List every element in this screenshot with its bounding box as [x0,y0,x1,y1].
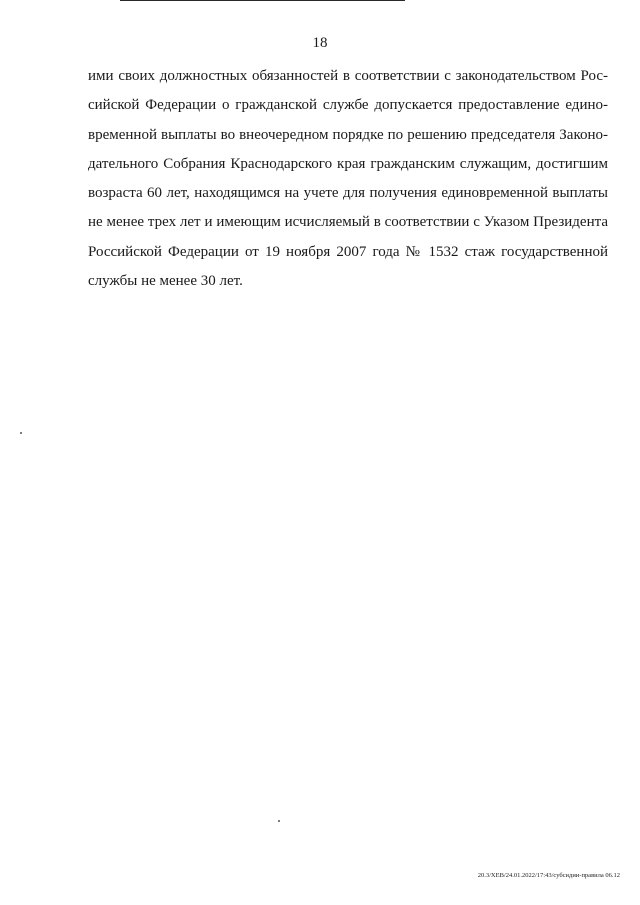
paragraph-line: не менее трех лет и имеющим исчисляемый в соответствии с Указом Президента [88,214,608,231]
paragraph-line: временной выплаты во внеочередном порядке по решению председателя Законо- [88,126,608,143]
paragraph-line: Российской Федерации от 19 ноября 2007 года № 1532 стаж государственной [88,243,608,260]
paragraph-line: дательного Собрания Краснодарского края гражданским служащим, достигшим [88,155,608,172]
page-number: 18 [312,35,328,51]
top-edge-line [120,0,405,1]
paragraph-line: службы не менее 30 лет. [88,273,243,290]
body-paragraph [88,62,608,296]
scan-speck [20,432,22,434]
footer-document-code: 20.3/ХЕВ/24.01.2022/17:43/субсидии-правила 06.12 [477,872,620,879]
paragraph-line: ими своих должностных обязанностей в соответствии с законодательством Рос- [88,68,608,84]
scan-speck [278,820,280,822]
paragraph-line: сийской Федерации о гражданской службе допускается предоставление едино- [88,97,608,114]
paragraph-line: возраста 60 лет, находящимся на учете для получения единовременной выплаты [88,185,608,202]
